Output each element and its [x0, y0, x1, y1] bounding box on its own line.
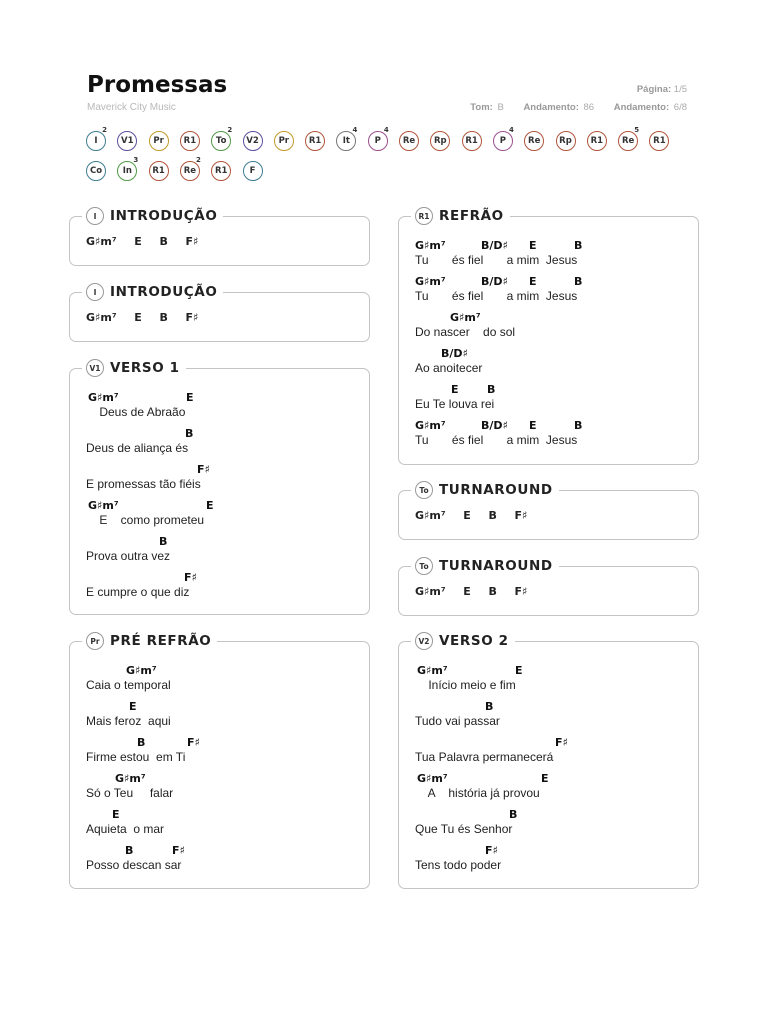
chord-line [415, 736, 688, 750]
roadmap-item-label: R1 [465, 136, 478, 146]
time-label: Andamento: [613, 102, 670, 113]
chord: B [487, 383, 496, 396]
chord-progression: G♯m⁷ E B F♯ [415, 585, 528, 598]
chord-progression: G♯m⁷ E B F♯ [86, 311, 199, 324]
section-chorus [398, 208, 699, 465]
section-pre-chorus [69, 633, 370, 889]
roadmap-item-label: I [94, 136, 98, 146]
roadmap-repeat-count: 4 [352, 126, 358, 134]
roadmap-item-label: Co [89, 166, 103, 176]
chord-line [86, 571, 359, 585]
roadmap-item [211, 161, 231, 181]
section-badge: Pr [86, 632, 104, 650]
section-header [82, 206, 223, 226]
lyric-line: E promessas tão fiéis [86, 477, 201, 491]
chord-line [86, 463, 359, 477]
roadmap-item-label: Pr [278, 136, 289, 146]
chord-progression: G♯m⁷ E B F♯ [86, 235, 199, 248]
roadmap-item [211, 126, 233, 151]
roadmap-repeat-count: 4 [509, 126, 514, 134]
roadmap-item [180, 131, 200, 151]
lyric-line: Deus de aliança és [86, 441, 189, 455]
lyric-line: Firme estou em Ti [86, 750, 186, 764]
chord: E [529, 239, 537, 252]
chord-line [86, 499, 359, 513]
lyric-line: Ao anoitecer [415, 361, 483, 375]
lyric-line: Do nascer do sol [415, 325, 516, 339]
chord-line [415, 808, 688, 822]
time-value: 6/8 [673, 102, 687, 113]
roadmap-item-label: It [342, 136, 350, 146]
lyric-line: Eu Te louva rei [415, 397, 495, 411]
lyric-line: Posso descan sar [86, 858, 182, 872]
lyric-line: Que Tu és Senhor [415, 822, 513, 836]
chord: G♯m⁷ [88, 391, 119, 404]
chord: E [541, 772, 549, 785]
roadmap-repeat-count: 4 [383, 126, 389, 134]
chord: E [529, 419, 537, 432]
chord: B/D♯ [441, 347, 468, 360]
page-label: Página: [636, 84, 672, 95]
chord: G♯m⁷ [88, 499, 119, 512]
roadmap-item-label: Re [402, 136, 416, 146]
chord: B [574, 419, 583, 432]
chord: B [159, 535, 168, 548]
chord: B [574, 239, 583, 252]
chord-line [86, 844, 359, 858]
chord-line [415, 419, 688, 433]
chord-line [415, 239, 688, 253]
section-header [82, 282, 223, 302]
section-badge: R1 [415, 207, 433, 225]
roadmap-item-label: Re [621, 136, 635, 146]
section-title: INTRODUÇÃO [110, 284, 218, 300]
lyric-line: Caia o temporal [86, 678, 171, 692]
roadmap-item-label: To [215, 136, 227, 146]
lyric-line: Início meio e fim [415, 678, 516, 692]
chord: G♯m⁷ [415, 419, 446, 432]
chord: F♯ [555, 736, 568, 749]
chord: B [137, 736, 146, 749]
section-badge: To [415, 481, 433, 499]
roadmap-item-label: R1 [183, 136, 197, 146]
roadmap-item [149, 131, 169, 151]
roadmap-item [556, 131, 576, 151]
song-artist: Maverick City Music [87, 102, 176, 113]
roadmap-item [149, 161, 169, 181]
chord-line [415, 311, 688, 325]
roadmap-item [305, 131, 325, 151]
roadmap-item [618, 126, 640, 151]
section-title: REFRÃO [439, 208, 504, 224]
chord-line [86, 427, 359, 441]
roadmap-item-label: Rp [433, 136, 447, 146]
roadmap-item [587, 131, 607, 151]
chord: B [574, 275, 583, 288]
roadmap-item-label: R1 [152, 166, 165, 176]
roadmap-item-label: F [249, 166, 256, 176]
tempo-value: 86 [583, 102, 595, 113]
roadmap-item [493, 126, 514, 151]
section-title: VERSO 2 [439, 633, 509, 649]
roadmap-item [336, 126, 358, 151]
chord: E [206, 499, 214, 512]
chord: B [125, 844, 134, 857]
roadmap-item [243, 161, 263, 181]
section-title: TURNAROUND [439, 558, 553, 574]
section-badge: V2 [415, 632, 433, 650]
lyric-line: E como prometeu [86, 513, 205, 527]
chord: G♯m⁷ [417, 664, 448, 677]
chord: F♯ [184, 571, 197, 584]
roadmap-repeat-count: 2 [102, 126, 107, 134]
section-badge: To [415, 557, 433, 575]
roadmap-item-label: Rp [559, 136, 572, 146]
roadmap-item [274, 131, 294, 151]
chord: F♯ [485, 844, 498, 857]
roadmap-item-label: R1 [590, 136, 604, 146]
section-header [411, 631, 515, 651]
chord: B/D♯ [481, 239, 508, 252]
chord-line [86, 664, 359, 678]
section-header [411, 556, 559, 576]
chord-line [415, 664, 688, 678]
roadmap-item-label: V1 [121, 136, 134, 146]
chord: E [451, 383, 459, 396]
lyric-line: Mais feroz aqui [86, 714, 171, 728]
page-indicator [637, 84, 687, 95]
section-turnaround-2 [398, 558, 699, 616]
chord-line [86, 808, 359, 822]
roadmap-item [649, 131, 669, 151]
roadmap-item-label: P [374, 136, 381, 146]
roadmap-item-label: P [499, 136, 506, 146]
chord-line [86, 700, 359, 714]
chord: G♯m⁷ [126, 664, 157, 677]
chord: B [185, 427, 194, 440]
lyric-line: A história já provou [415, 786, 540, 800]
chord: F♯ [197, 463, 210, 476]
section-header [82, 358, 186, 378]
section-verse-1 [69, 360, 370, 615]
song-meta [470, 102, 687, 113]
lyric-line: Tudo vai passar [415, 714, 500, 728]
chord-line [415, 347, 688, 361]
roadmap-item [368, 126, 389, 151]
chord: E [129, 700, 137, 713]
roadmap-item [524, 131, 544, 151]
chord: G♯m⁷ [417, 772, 448, 785]
section-verse-2 [398, 633, 699, 889]
chord-line [86, 736, 359, 750]
chord: F♯ [187, 736, 200, 749]
lyric-line: Prova outra vez [86, 549, 171, 563]
chord: B/D♯ [481, 419, 508, 432]
lyric-line: Tens todo poder [415, 858, 502, 872]
section-title: TURNAROUND [439, 482, 553, 498]
roadmap-item [117, 131, 137, 151]
chord: G♯m⁷ [115, 772, 146, 785]
roadmap-item [243, 131, 263, 151]
chord: G♯m⁷ [450, 311, 481, 324]
chord: E [112, 808, 120, 821]
roadmap-item [462, 131, 482, 151]
chord: B [509, 808, 518, 821]
section-badge: I [86, 207, 104, 225]
song-title: Promessas [87, 72, 228, 98]
section-intro-2 [69, 284, 370, 342]
roadmap-item-label: R1 [653, 136, 666, 146]
roadmap-item-label: Pr [153, 136, 164, 146]
lyric-line: Tu és fiel a mim Jesus [415, 253, 578, 267]
chord-progression: G♯m⁷ E B F♯ [415, 509, 528, 522]
roadmap-item-label: R1 [214, 166, 228, 176]
section-intro-1 [69, 208, 370, 266]
lyric-line: Só o Teu falar [86, 786, 174, 800]
roadmap-item-label: In [122, 166, 132, 176]
roadmap-row-2 [86, 156, 686, 183]
chord-line [415, 844, 688, 858]
section-badge: V1 [86, 359, 104, 377]
roadmap-repeat-count: 2 [196, 156, 201, 164]
section-title: INTRODUÇÃO [110, 208, 218, 224]
lyric-line: Tu és fiel a mim Jesus [415, 289, 578, 303]
roadmap-repeat-count: 2 [227, 126, 233, 134]
chord-line [415, 772, 688, 786]
roadmap-item [180, 156, 201, 181]
roadmap-item-label: Re [528, 136, 541, 146]
chord-line [415, 275, 688, 289]
key-value: B [497, 102, 504, 113]
chord-line [415, 383, 688, 397]
roadmap-repeat-count: 5 [634, 126, 640, 134]
roadmap-item-label: V2 [246, 136, 259, 146]
chord: E [529, 275, 537, 288]
section-header [411, 206, 510, 226]
chord-line [86, 535, 359, 549]
chord-line [415, 700, 688, 714]
roadmap-item-label: Re [183, 166, 197, 176]
section-badge: I [86, 283, 104, 301]
key-label: Tom: [470, 102, 493, 113]
chord: G♯m⁷ [415, 239, 446, 252]
section-header [411, 480, 559, 500]
page-value: 1/5 [673, 84, 687, 95]
lyric-line: Deus de Abraão [86, 405, 186, 419]
section-title: VERSO 1 [110, 360, 180, 376]
roadmap-item [86, 161, 106, 181]
roadmap-item-label: R1 [308, 136, 322, 146]
chord-line [86, 391, 359, 405]
section-turnaround-1 [398, 482, 699, 540]
roadmap-row-1 [86, 126, 686, 153]
roadmap-item [86, 126, 107, 151]
chord: F♯ [172, 844, 185, 857]
chord: G♯m⁷ [415, 275, 446, 288]
chord: B/D♯ [481, 275, 508, 288]
roadmap-item [117, 156, 139, 181]
chord: E [515, 664, 523, 677]
lyric-line: Aquieta o mar [86, 822, 165, 836]
roadmap-item [430, 131, 450, 151]
section-header [82, 631, 217, 651]
lyric-line: E cumpre o que diz [86, 585, 190, 599]
chord: E [186, 391, 194, 404]
lyric-line: Tu és fiel a mim Jesus [415, 433, 578, 447]
roadmap-item [399, 131, 419, 151]
section-title: PRÉ REFRÃO [110, 633, 212, 649]
chord-line [86, 772, 359, 786]
tempo-label: Andamento: [523, 102, 579, 113]
roadmap-repeat-count: 3 [133, 156, 139, 164]
chord: B [485, 700, 494, 713]
lyric-line: Tua Palavra permanecerá [415, 750, 554, 764]
